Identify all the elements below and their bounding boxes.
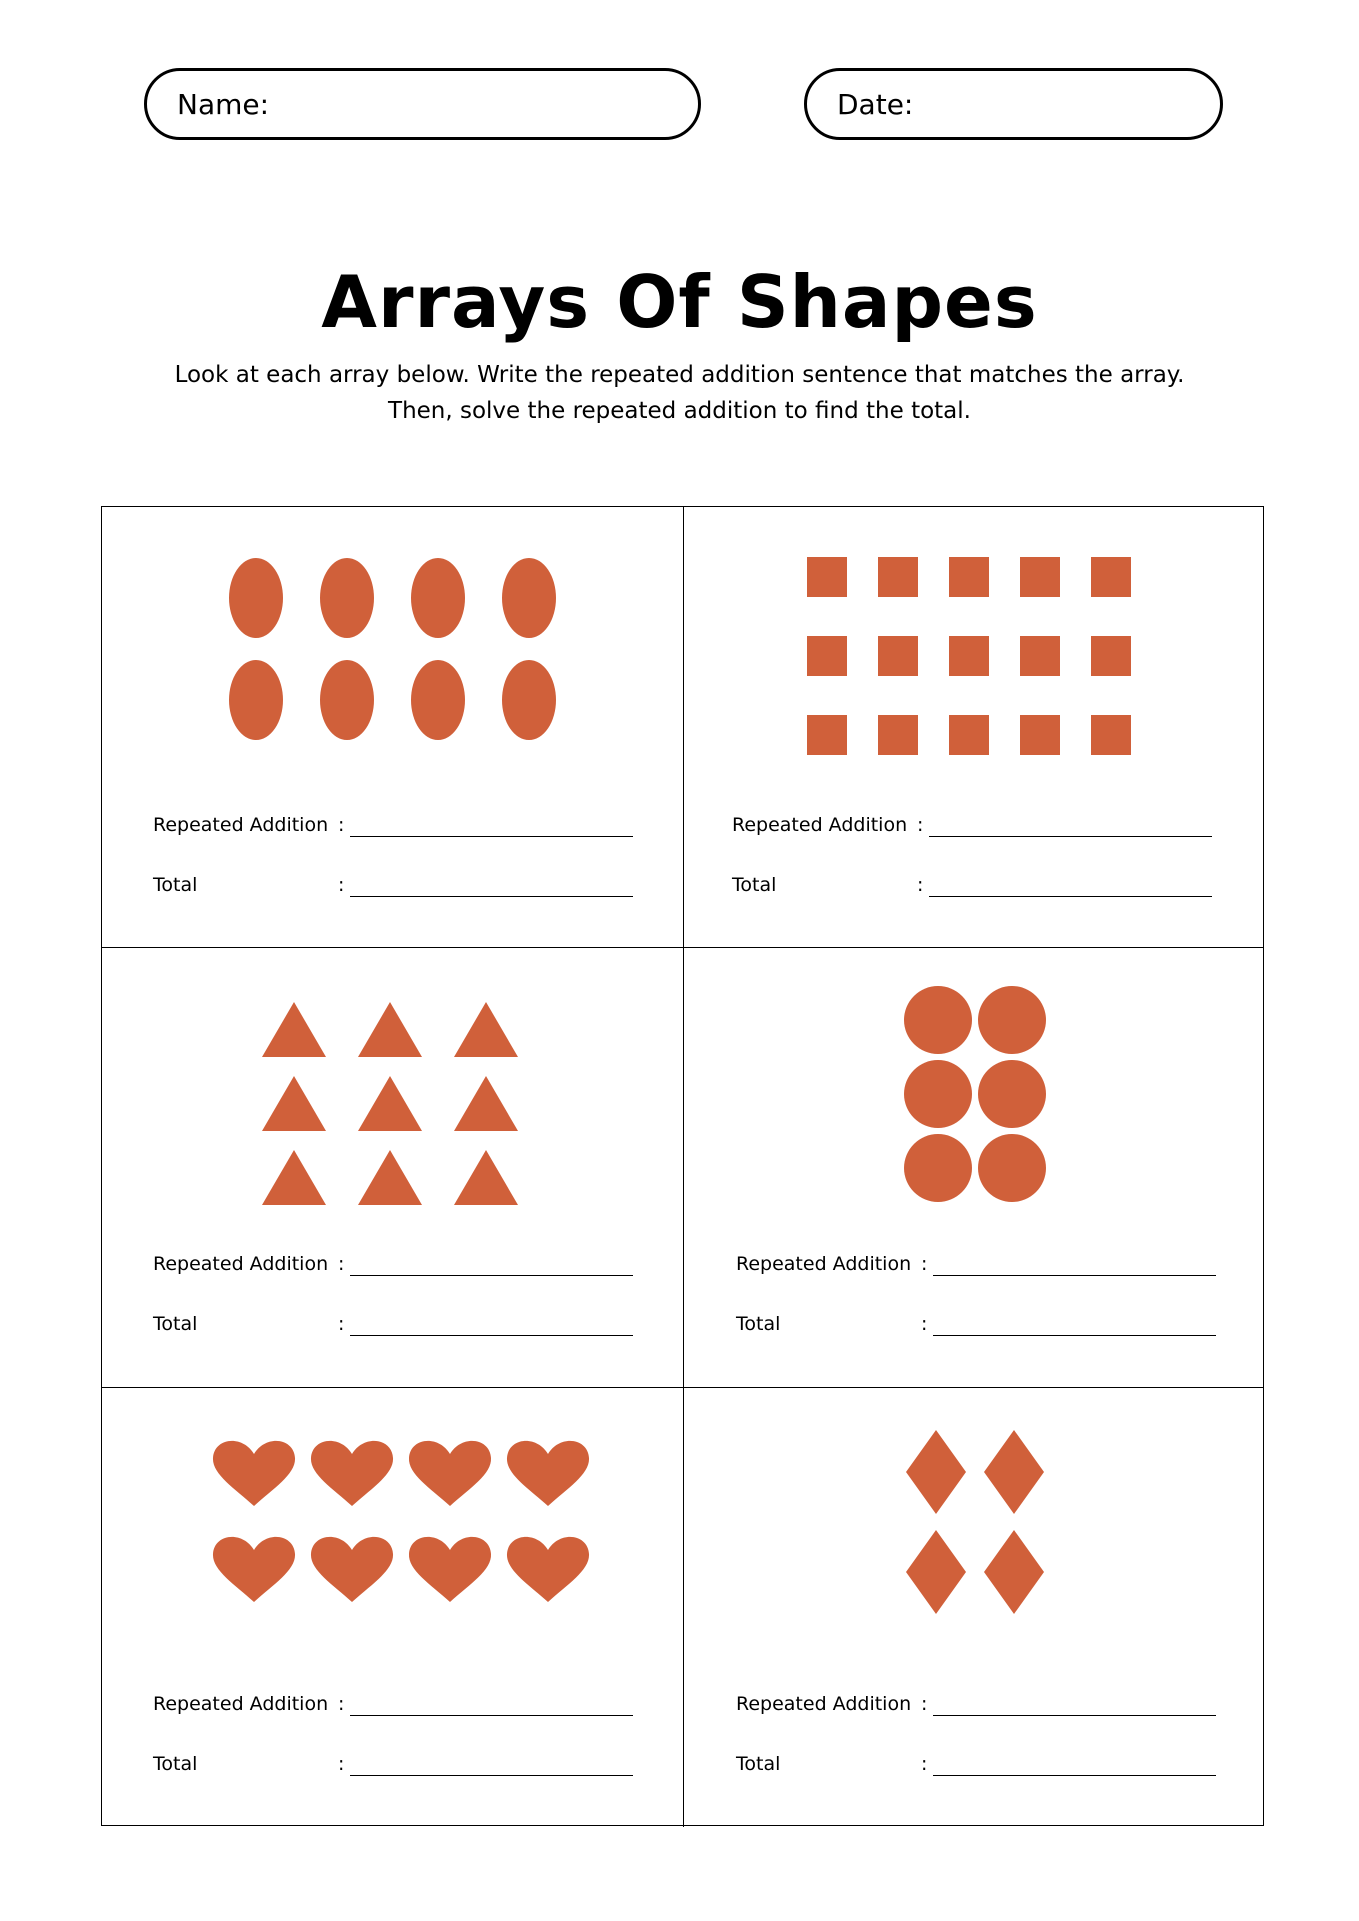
triangle-shape [454,1076,518,1131]
repeated-addition-label: Repeated Addition [153,814,329,836]
square-shape [949,715,989,755]
oval-shape [502,558,556,638]
heart-shape [213,1537,295,1602]
triangle-shape [454,1002,518,1057]
total-answer-line[interactable] [350,1335,633,1336]
triangle-shape [262,1002,326,1057]
heart-shape [507,1537,589,1602]
repeated-addition-label: Repeated Addition [732,814,908,836]
page-title: Arrays Of Shapes [321,260,1038,344]
repeated-addition-answer-line[interactable] [350,1715,633,1716]
colon: : [921,1253,928,1275]
total-label: Total [732,874,777,896]
triangle-shape [358,1150,422,1205]
name-field[interactable] [144,68,701,140]
square-shape [1091,715,1131,755]
array-cell-hearts [102,1387,683,1827]
diamond-shape [984,1430,1044,1514]
circle-shape [904,986,972,1054]
square-shape [949,636,989,676]
colon: : [338,1313,345,1335]
triangle-array [102,948,683,1228]
heart-shape [213,1441,295,1506]
square-shape [807,715,847,755]
oval-shape [320,660,374,740]
square-shape [1091,636,1131,676]
oval-shape [411,558,465,638]
colon: : [338,814,345,836]
circle-shape [978,986,1046,1054]
heart-shape [507,1441,589,1506]
total-answer-line[interactable] [350,896,633,897]
array-cell-circles [683,947,1264,1387]
diamond-array [684,1388,1265,1668]
oval-shape [502,660,556,740]
square-shape [1091,557,1131,597]
total-answer-line[interactable] [929,896,1212,897]
total-label: Total [153,1753,198,1775]
diamond-shape [906,1430,966,1514]
triangle-shape [358,1076,422,1131]
heart-shape [409,1537,491,1602]
oval-array [102,507,683,787]
square-shape [1020,636,1060,676]
triangle-shape [454,1150,518,1205]
total-label: Total [153,874,198,896]
circle-shape [978,1060,1046,1128]
square-shape [807,636,847,676]
colon: : [338,1693,345,1715]
colon: : [921,1313,928,1335]
repeated-addition-label: Repeated Addition [153,1693,329,1715]
total-answer-line[interactable] [933,1775,1216,1776]
total-label: Total [153,1313,198,1335]
oval-shape [411,660,465,740]
colon: : [338,1253,345,1275]
heart-shape [409,1441,491,1506]
triangle-shape [262,1076,326,1131]
array-cell-triangles [102,947,683,1387]
square-shape [878,557,918,597]
repeated-addition-answer-line[interactable] [350,1275,633,1276]
repeated-addition-answer-line[interactable] [350,836,633,837]
date-field[interactable] [804,68,1223,140]
colon: : [921,1753,928,1775]
repeated-addition-answer-line[interactable] [933,1275,1216,1276]
triangle-shape [262,1150,326,1205]
circle-array [684,948,1265,1228]
repeated-addition-answer-line[interactable] [929,836,1212,837]
arrays-grid [101,506,1264,1826]
triangle-shape [358,1002,422,1057]
date-label: Date: [837,87,914,121]
circle-shape [978,1134,1046,1202]
diamond-shape [984,1530,1044,1614]
square-shape [949,557,989,597]
colon: : [338,874,345,896]
name-label: Name: [177,87,270,121]
array-cell-squares [683,507,1264,947]
repeated-addition-label: Repeated Addition [736,1253,912,1275]
circle-shape [904,1060,972,1128]
oval-shape [320,558,374,638]
diamond-shape [906,1530,966,1614]
repeated-addition-label: Repeated Addition [736,1693,912,1715]
repeated-addition-answer-line[interactable] [933,1715,1216,1716]
square-shape [1020,715,1060,755]
instruction-line-2: Then, solve the repeated addition to find the total. [388,398,971,424]
colon: : [338,1753,345,1775]
square-shape [807,557,847,597]
array-cell-diamonds [683,1387,1264,1827]
total-label: Total [736,1753,781,1775]
total-answer-line[interactable] [933,1335,1216,1336]
repeated-addition-label: Repeated Addition [153,1253,329,1275]
heart-shape [311,1537,393,1602]
circle-shape [904,1134,972,1202]
heart-array [102,1388,683,1668]
colon: : [917,874,924,896]
square-array [684,507,1265,787]
colon: : [921,1693,928,1715]
square-shape [878,715,918,755]
instruction-line-1: Look at each array below. Write the repeated addition sentence that matches the array. [174,362,1185,388]
total-answer-line[interactable] [350,1775,633,1776]
square-shape [1020,557,1060,597]
oval-shape [229,558,283,638]
heart-shape [311,1441,393,1506]
square-shape [878,636,918,676]
total-label: Total [736,1313,781,1335]
oval-shape [229,660,283,740]
colon: : [917,814,924,836]
array-cell-ovals [102,507,683,947]
